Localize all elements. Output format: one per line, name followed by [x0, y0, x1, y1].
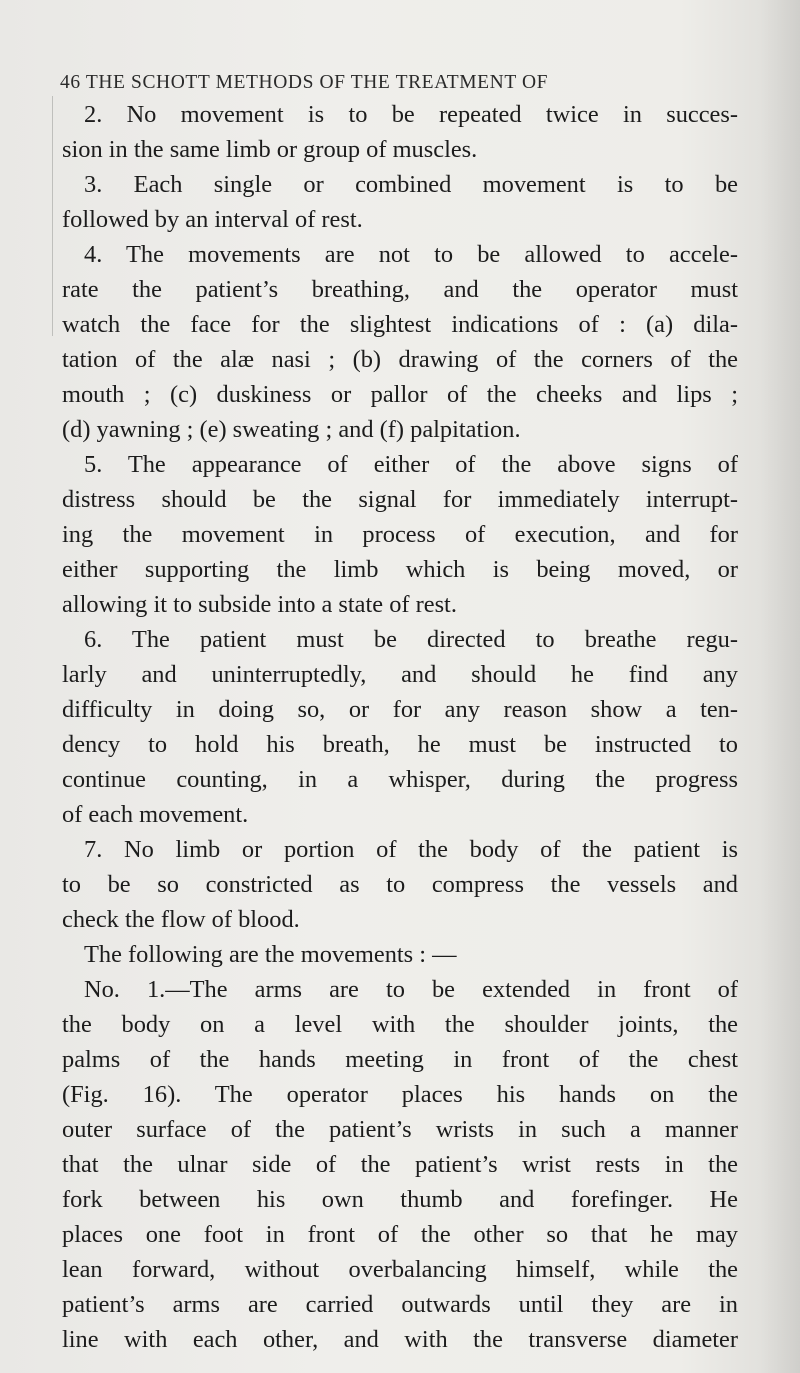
text-line: followed by an interval of rest.	[62, 206, 363, 233]
text-line: mouth ; (c) duskiness or pallor of the cheeks and lips ;	[62, 381, 738, 408]
text-line: line with each other, and with the transverse diameter	[62, 1326, 738, 1353]
text-line: The following are the movements : —	[84, 941, 457, 968]
text-line: sion in the same limb or group of muscles.	[62, 136, 478, 163]
text-line: (d) yawning ; (e) sweating ; and (f) palpitation.	[62, 416, 521, 443]
text-line: 6. The patient must be directed to breathe regu-	[84, 626, 738, 653]
scan-margin-mark	[52, 96, 53, 336]
page-edge-shadow	[760, 0, 800, 1373]
text-line: of each movement.	[62, 801, 249, 828]
text-line: No. 1.—The arms are to be extended in front of	[84, 976, 738, 1003]
text-line: outer surface of the patient’s wrists in such a manner	[62, 1116, 738, 1143]
text-line: ing the movement in process of execution, and for	[62, 521, 738, 548]
running-head: 46 THE SCHOTT METHODS OF THE TREATMENT OF	[60, 72, 549, 93]
text-line: either supporting the limb which is being moved, or	[62, 556, 738, 583]
text-line: 7. No limb or portion of the body of the patient is	[84, 836, 738, 863]
text-line: the body on a level with the shoulder joints, the	[62, 1011, 738, 1038]
text-line: tation of the alæ nasi ; (b) drawing of the corners of the	[62, 346, 738, 373]
text-line: that the ulnar side of the patient’s wrist rests in the	[62, 1151, 738, 1178]
text-line: larly and uninterruptedly, and should he find any	[62, 661, 738, 688]
text-line: check the flow of blood.	[62, 906, 300, 933]
text-line: 5. The appearance of either of the above signs of	[84, 451, 738, 478]
text-line: 3. Each single or combined movement is to be	[84, 171, 738, 198]
text-line: 2. No movement is to be repeated twice in succes-	[84, 101, 738, 128]
text-line: places one foot in front of the other so that he may	[62, 1221, 738, 1248]
text-line: rate the patient’s breathing, and the operator must	[62, 276, 738, 303]
text-line: watch the face for the slightest indications of : (a) dila-	[62, 311, 738, 338]
text-line: distress should be the signal for immediately interrupt-	[62, 486, 738, 513]
text-line: patient’s arms are carried outwards until they are in	[62, 1291, 738, 1318]
text-line: palms of the hands meeting in front of the chest	[62, 1046, 738, 1073]
text-line: fork between his own thumb and forefinger. He	[62, 1186, 738, 1213]
text-line: (Fig. 16). The operator places his hands on the	[62, 1081, 738, 1108]
text-line: continue counting, in a whisper, during the progress	[62, 766, 738, 793]
text-line: 4. The movements are not to be allowed to accele-	[84, 241, 738, 268]
text-line: difficulty in doing so, or for any reason show a ten-	[62, 696, 738, 723]
text-line: lean forward, without overbalancing himself, while the	[62, 1256, 738, 1283]
text-line: dency to hold his breath, he must be instructed to	[62, 731, 738, 758]
body-text	[62, 97, 738, 1357]
text-line: to be so constricted as to compress the vessels and	[62, 871, 738, 898]
text-line: allowing it to subside into a state of rest.	[62, 591, 457, 618]
